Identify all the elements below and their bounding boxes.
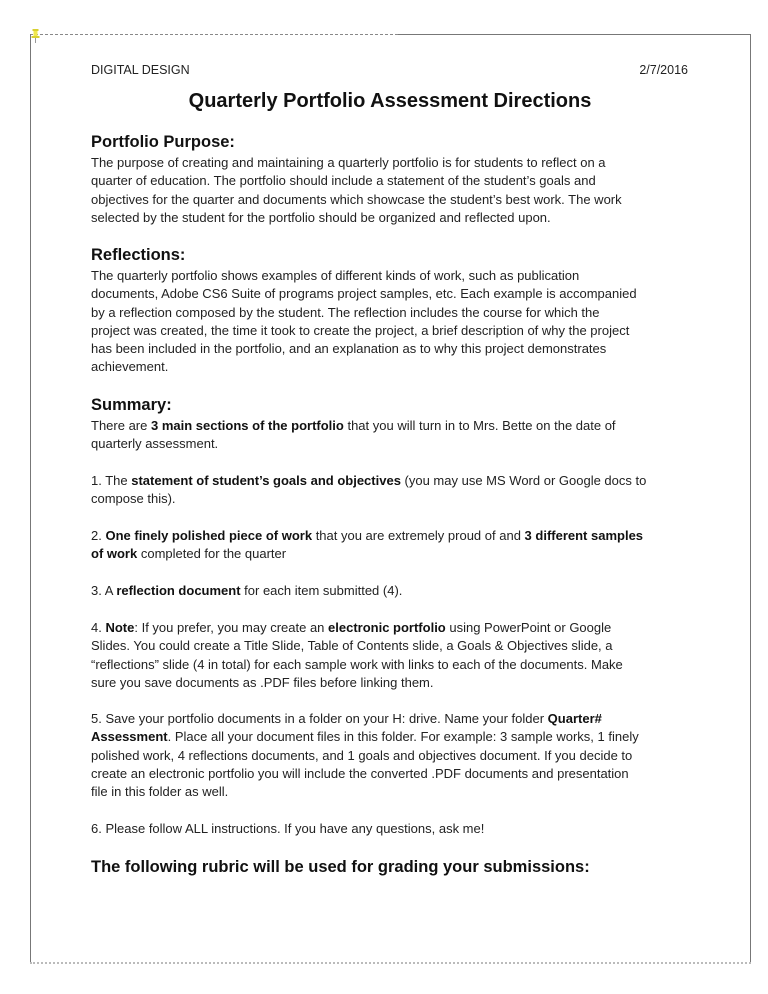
list-item-6	[91, 820, 484, 838]
text: documents, Adobe CS6 Suite of programs project samples, etc. Each example is accompanied	[91, 286, 637, 302]
text: that you are extremely proud of and	[312, 528, 525, 543]
text-line	[91, 154, 622, 172]
text: project was created, the time it took to create the project, a brief description of why the project	[91, 322, 630, 338]
text: “reflections” slide (4 in total) for each sample work with links to each of the documents. Make	[91, 656, 623, 672]
page-frame-left	[30, 34, 31, 962]
text: file in this folder as well.	[91, 784, 229, 800]
bold-text: statement of student’s goals and objectives	[131, 473, 401, 488]
bold-text: Note	[105, 620, 135, 635]
text: quarter of education. The portfolio should include a statement of the student’s goals and	[91, 173, 596, 189]
pushpin-icon[interactable]	[31, 29, 40, 43]
text-line	[91, 285, 637, 303]
bold-text: of work	[91, 546, 138, 562]
text: : If you prefer, you may create an	[134, 620, 329, 635]
text-line	[91, 637, 623, 655]
text-line	[91, 527, 643, 545]
text: completed for the quarter	[137, 546, 287, 562]
header-date: 2/7/2016	[639, 63, 688, 77]
text: 5. Save your portfolio documents in a folder on your H: drive. Name your folder	[91, 711, 548, 726]
text: selected by the student for the portfolio should be organized and reflected upon.	[91, 209, 551, 225]
text-line	[91, 209, 622, 227]
text-line	[91, 582, 402, 600]
text-line	[91, 322, 637, 340]
text: has been included in the portfolio, and an explanation as to why this project demonstrates	[91, 341, 607, 357]
text: There are	[91, 418, 151, 433]
text: by a reflection composed by the student. The reflection includes the course for which the	[91, 304, 600, 320]
text-line	[91, 783, 639, 801]
text: 4.	[91, 620, 106, 635]
heading-summary: Summary:	[91, 396, 172, 414]
text: . Place all your document files in this folder. For example: 3 sample works, 1 finely	[167, 729, 639, 745]
text-line	[91, 747, 639, 765]
list-item-1	[91, 472, 646, 509]
text: The purpose of creating and maintaining a quarterly portfolio is for students to reflect on a	[91, 155, 606, 170]
paragraph-reflections	[91, 267, 637, 377]
text: compose this).	[91, 491, 176, 507]
header-course: DIGITAL DESIGN	[91, 63, 190, 77]
text-line	[91, 619, 623, 637]
text: 3. A	[91, 583, 117, 598]
text: 2.	[91, 528, 106, 543]
page-frame-top	[398, 34, 751, 35]
text: that you will turn in to Mrs. Bette on the date of	[343, 418, 616, 433]
text: The quarterly portfolio shows examples of different kinds of work, such as publication	[91, 268, 580, 283]
text: objectives for the quarter and documents which showcase the student’s best work. The work	[91, 191, 622, 207]
page-frame-bottom	[30, 962, 751, 964]
text: 1. The	[91, 473, 132, 488]
list-item-3	[91, 582, 402, 600]
text-line	[91, 728, 639, 746]
heading-reflections: Reflections:	[91, 246, 186, 264]
list-item-5	[91, 710, 639, 801]
text-line	[91, 435, 616, 453]
text: Slides. You could create a Title Slide, Table of Contents slide, a Goals & Objectives slide, a	[91, 638, 613, 654]
text: create an electronic portfolio you will include the converted .PDF documents and presentation	[91, 765, 629, 781]
text: sure you save documents as .PDF files before linking them.	[91, 674, 434, 690]
text: quarterly assessment.	[91, 436, 219, 452]
page-frame-right	[750, 34, 751, 962]
bold-text: Assessment	[91, 729, 168, 745]
bold-text: 3 different samples	[524, 528, 644, 543]
text: using PowerPoint or Google	[445, 620, 612, 635]
text-line	[91, 674, 623, 692]
text: achievement.	[91, 359, 169, 375]
text: polished work, 4 reflections documents, and 1 goals and objectives document. If you decide to	[91, 747, 633, 763]
paragraph-summary	[91, 417, 616, 454]
text-line	[91, 472, 646, 490]
text-line	[91, 417, 616, 435]
text-line	[91, 304, 637, 322]
list-item-4	[91, 619, 623, 692]
text-line	[91, 820, 484, 838]
bold-text: Quarter#	[547, 711, 602, 726]
text-line	[91, 656, 623, 674]
text: 6. Please follow ALL instructions. If you have any questions, ask me!	[91, 821, 485, 836]
text-line	[91, 172, 622, 190]
paragraph-purpose	[91, 154, 622, 227]
text-line	[91, 191, 622, 209]
bold-text: reflection document	[116, 583, 241, 598]
text: for each item submitted (4).	[240, 583, 403, 598]
heading-portfolio-purpose: Portfolio Purpose:	[91, 133, 235, 151]
bold-text: 3 main sections of the portfolio	[150, 418, 344, 433]
document-title: Quarterly Portfolio Assessment Directions	[188, 90, 592, 112]
text-line	[91, 358, 637, 376]
text-line	[91, 490, 646, 508]
text-line	[91, 710, 639, 728]
bold-text: One finely polished piece of work	[105, 528, 313, 543]
text-line	[91, 340, 637, 358]
heading-rubric: The following rubric will be used for grading your submissions:	[91, 858, 590, 876]
text-line	[91, 545, 643, 563]
page-frame-top-dashed	[30, 34, 398, 35]
text: (you may use MS Word or Google docs to	[400, 473, 647, 488]
text-line	[91, 267, 637, 285]
text-line	[91, 765, 639, 783]
bold-text: electronic portfolio	[328, 620, 446, 635]
list-item-2	[91, 527, 643, 564]
